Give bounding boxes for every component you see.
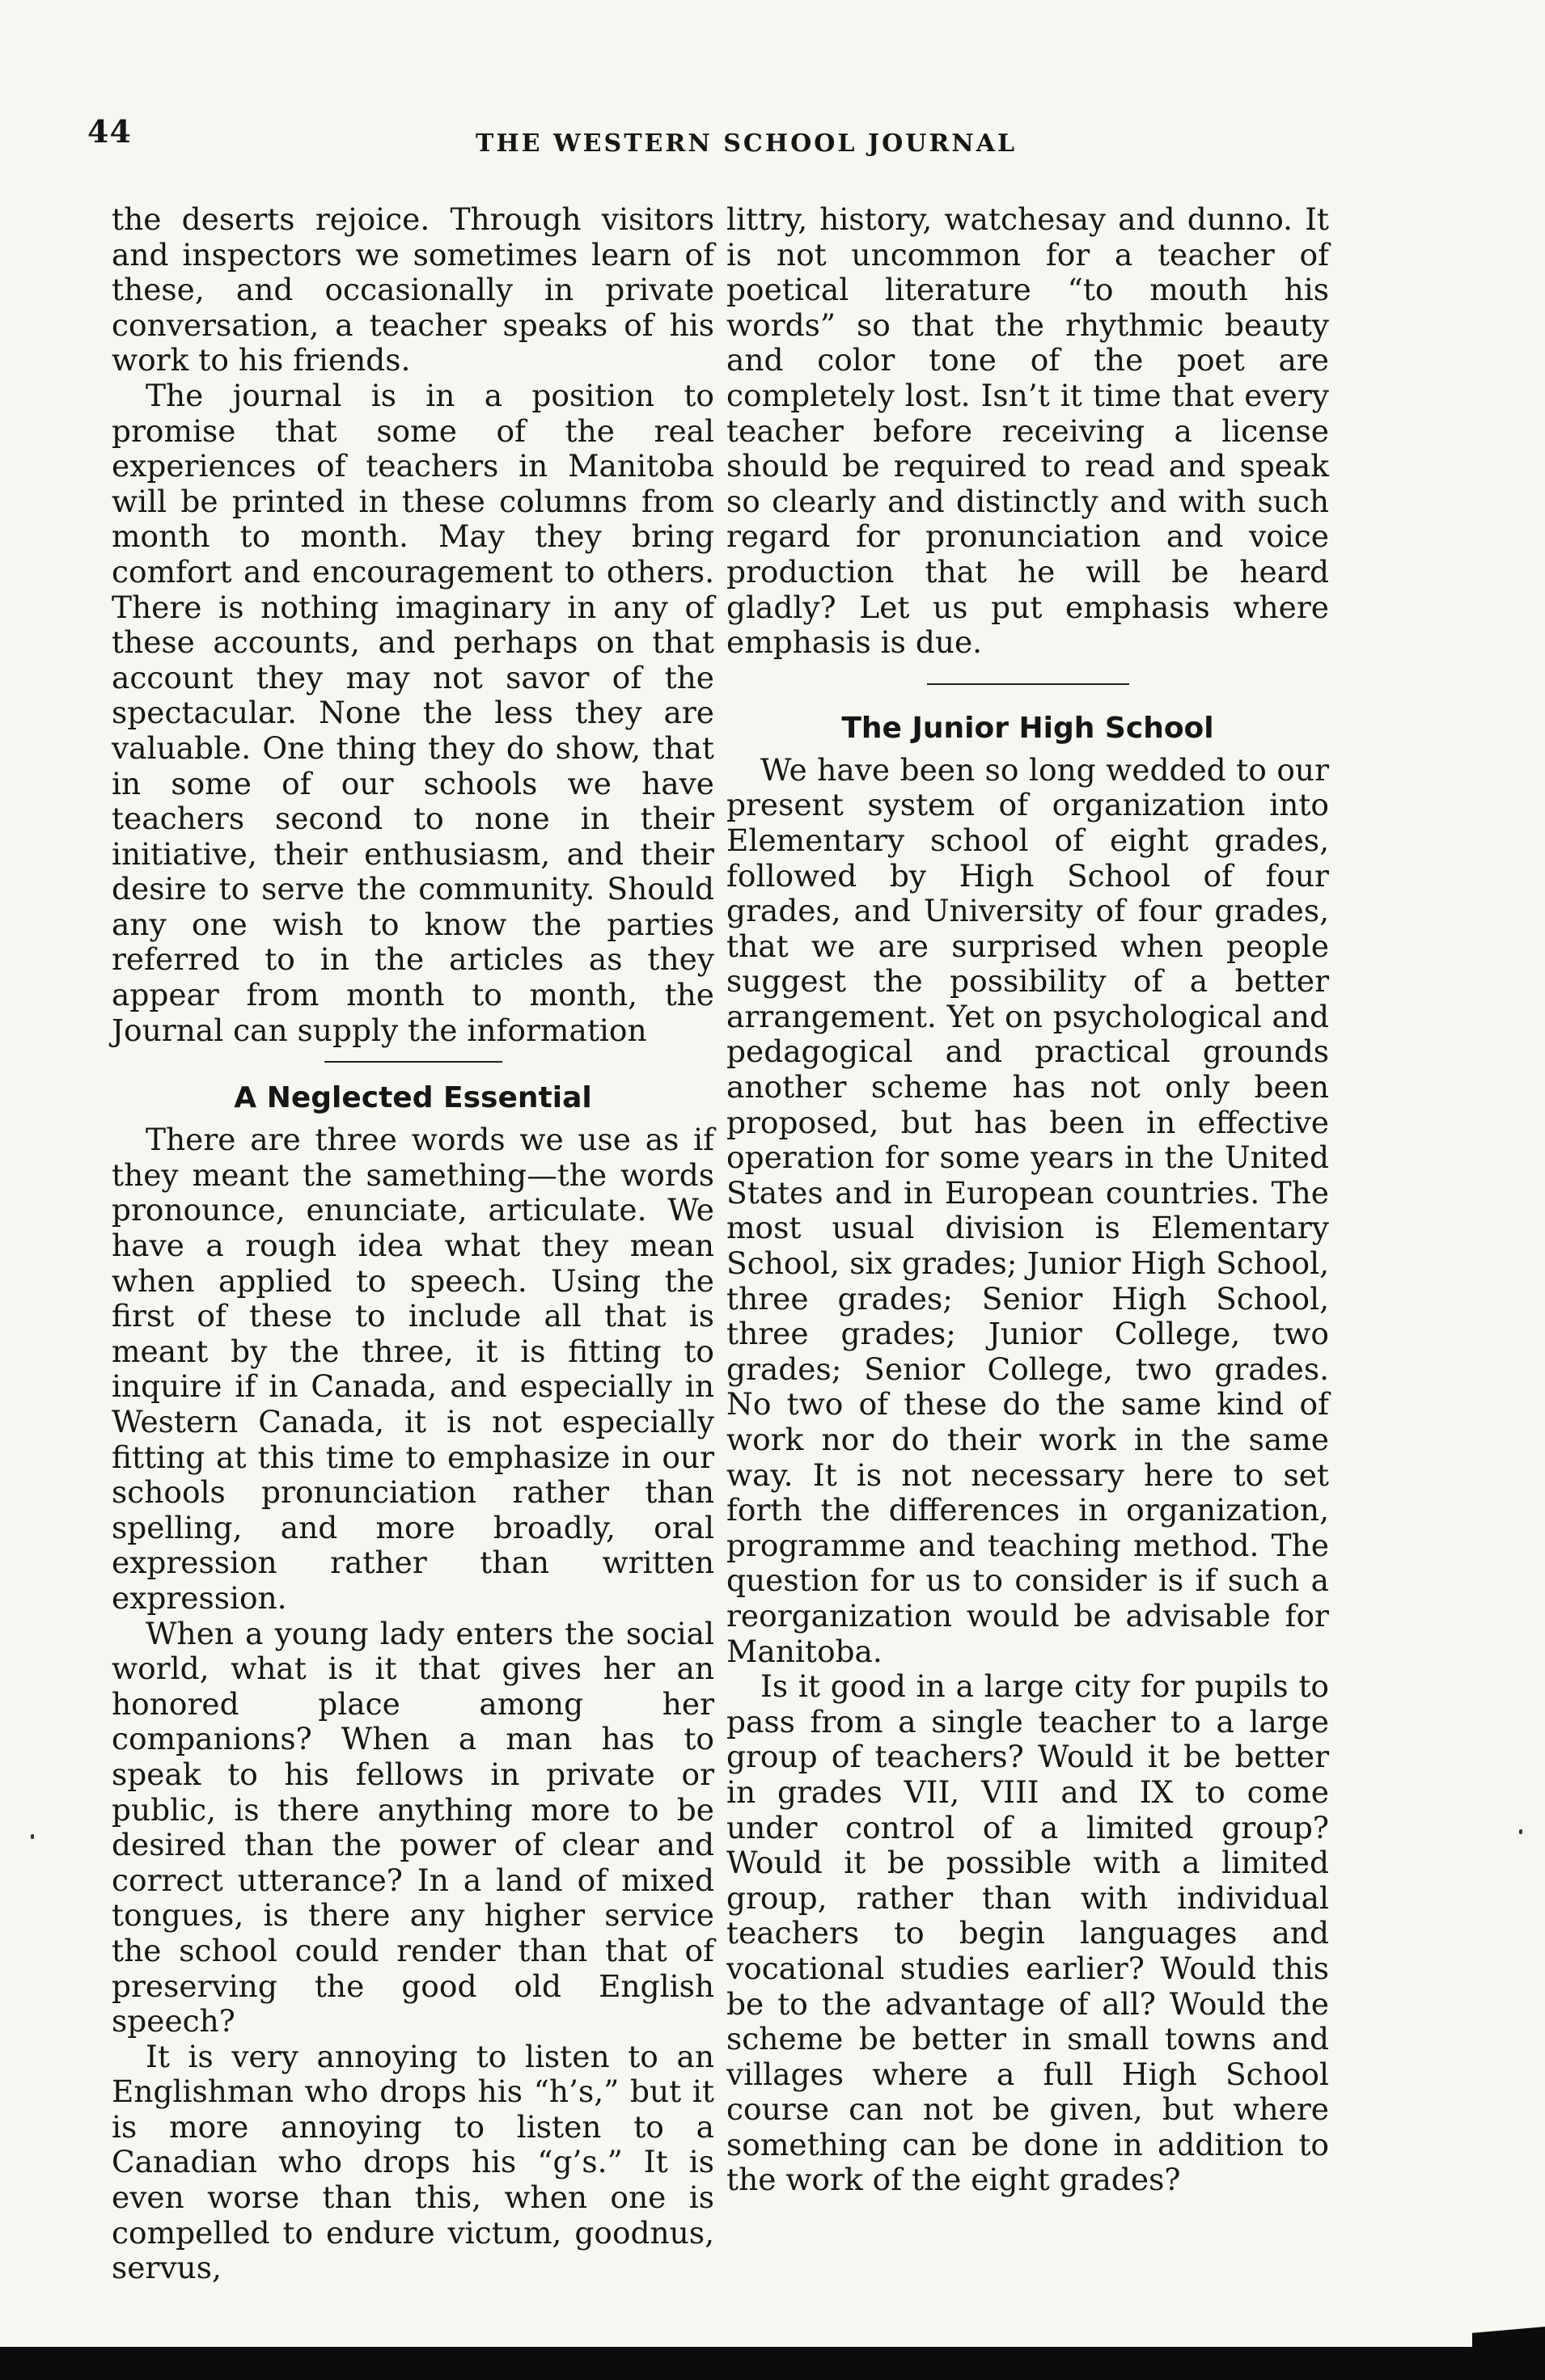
paragraph: It is very annoying to listen to an Englishman who drops his “h’s,” but it is more annoying to listen to a Canadian who drops his “g’s.” It is even worse than this, when one is compelled to endure victum, goodnus, servus, — [112, 2038, 714, 2286]
right-column — [726, 202, 1329, 2198]
page-number: 44 — [87, 113, 132, 150]
paragraph: Is it good in a large city for pupils to pass from a single teacher to a large group of teachers? Would it be better in grades VII, VIII and IX to come under control of a limited group? Would it be possible with a limited group, rather than with individual teachers to begin languages and vocational studies earlier? Would this be to the advantage of all? Would the scheme be better in small towns and villages where a full High School course can not be given, but where something can be done in addition to the work of the eight grades? — [726, 1668, 1329, 2198]
section-heading: A Neglected Essential — [234, 1081, 592, 1115]
scan-edge-shadow — [1472, 2305, 1545, 2349]
paragraph: There are three words we use as if they meant the samething—the words pronounce, enunciate, articulate. We have a rough idea what they mean when applied to speech. Using the first of these to include all that is meant by the three, it is fitting to inquire if in Canada, and especially in Western Canada, it is not especially fitting at this time to emphasize in our schools pronunciation rather than spelling, and more broadly, oral expression rather than written expression. — [112, 1122, 714, 1616]
paragraph: When a young lady enters the social world, what is it that gives her an honored place among her companions? When a man has to speak to his fellows in private or public, is there anything more to be desired than the power of clear and correct utterance? In a land of mixed tongues, is there any higher service the school could render than that of preserving the good old English speech? — [112, 1615, 714, 2040]
page-header — [87, 113, 1414, 162]
paragraph: The journal is in a position to promise that some of the real experiences of teachers in Manitoba will be printed in these columns from month to month. May they bring comfort and encouragement to others. There is nothing imaginary in any of these accounts, and perhaps on that account they may not savor of the spectacular. None the less they are valuable. One thing they do show, that in some of our schools we have teachers second to none in their initiative, their enthusiasm, and their desire to serve the community. Should any one wish to know the parties referred to in the articles as they appear from month to month, the Journal can supply the information — [112, 377, 714, 1048]
paragraph: the deserts rejoice. Through visitors and inspectors we sometimes learn of these, and occasionally in private conversation, a teacher speaks of his work to his friends. — [112, 201, 714, 378]
paragraph: littry, history, watchesay and dunno. It is not uncommon for a teacher of poetical literature “to mouth his words” so that the rhythmic beauty and color tone of the poet are completely lost. Isn’t it time that every teacher before receiving a license should be required to read and speak so clearly and distinctly and with such regard for pronunciation and voice production that he will be heard gladly? Let us put emphasis where emphasis is due. — [726, 201, 1329, 661]
section-divider — [927, 683, 1129, 685]
scan-bottom-edge — [0, 2347, 1545, 2380]
section-heading: The Junior High School — [841, 711, 1214, 745]
scan-speck — [1519, 1829, 1522, 1834]
section-divider — [324, 1061, 502, 1063]
scan-speck — [31, 1834, 34, 1839]
left-column — [112, 202, 714, 2286]
running-title: THE WESTERN SCHOOL JOURNAL — [476, 129, 1018, 158]
paragraph: We have been so long wedded to our present system of organization into Elementary school of eight grades, followed by High School of four grades, and University of four grades, that we are surprised when people suggest the possibility of a better arrangement. Yet on psychological and pedagogical and practical grounds another scheme has not only been proposed, but has been in effective operation for some years in the United States and in European countries. The most usual division is Elementary School, six grades; Junior High School, three grades; Senior High School, three grades; Junior College, two grades; Senior College, two grades. No two of these do the same kind of work nor do their work in the same way. It is not necessary here to set forth the differences in organization, programme and teaching method. The question for us to consider is if such a reorganization would be advisable for Manitoba. — [726, 751, 1329, 1669]
